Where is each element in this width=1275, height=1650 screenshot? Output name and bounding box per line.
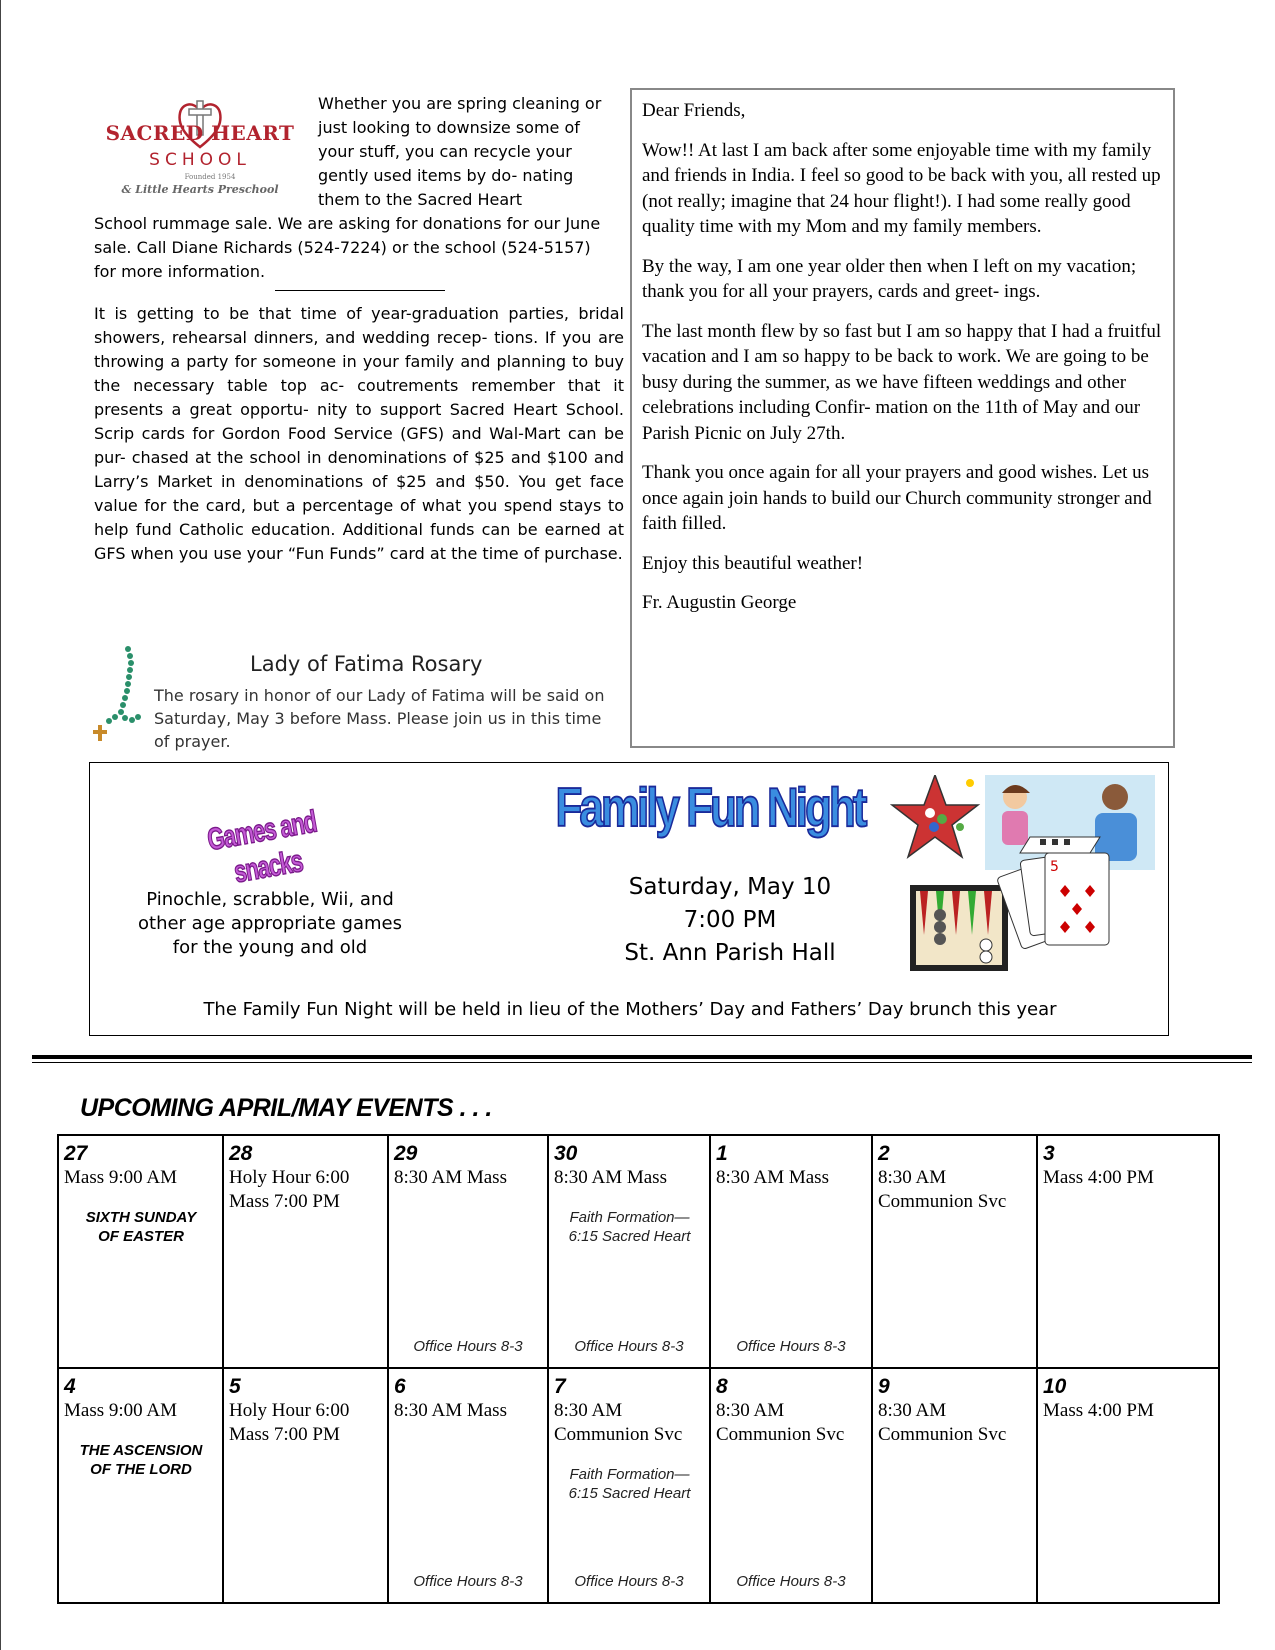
calendar-day-cell — [1038, 1136, 1218, 1369]
rosary-text: The rosary in honor of our Lady of Fatima will be said on Saturday, May 3 before Mass. Please join us in this time of prayer. — [154, 686, 605, 751]
calendar-event: Communion Svc — [878, 1191, 1007, 1212]
calendar-event: Communion Svc — [878, 1424, 1007, 1445]
calendar-day-number: 2 — [878, 1142, 890, 1165]
calendar-event: Communion Svc — [716, 1424, 845, 1445]
calendar-day-number: 29 — [394, 1142, 418, 1165]
calendar-day-number: 3 — [1043, 1142, 1055, 1165]
games-desc-line: Pinochle, scrabble, Wii, and — [146, 889, 394, 910]
calendar-day-number: 30 — [554, 1142, 578, 1165]
calendar-note-line: THE ASCENSION — [79, 1442, 203, 1459]
calendar-day-cell — [711, 1136, 873, 1369]
games-desc-line: for the young and old — [172, 937, 368, 958]
calendar-note-line: OF EASTER — [98, 1228, 184, 1245]
calendar-event: 8:30 AM — [716, 1400, 785, 1421]
rosary-title: Lady of Fatima Rosary — [250, 652, 483, 676]
office-hours: Office Hours 8-3 — [574, 1338, 684, 1355]
sacred-heart-logo — [90, 95, 310, 205]
calendar-day-cell — [873, 1136, 1038, 1369]
calendar-note-line: 6:15 Sacred Heart — [568, 1228, 691, 1245]
calendar-day-cell — [224, 1369, 389, 1602]
calendar-day-number: 8 — [716, 1375, 728, 1398]
calendar-event: 8:30 AM Mass — [394, 1400, 507, 1421]
pastor-letter — [630, 88, 1175, 748]
calendar-day-cell — [389, 1136, 549, 1369]
rummage-text: School rummage sale. We are asking for donations for our June sale. Call Diane Richards (524-7224) or the school (524-5157) for more information. — [94, 214, 601, 281]
calendar-note-line: SIXTH SUNDAY — [85, 1209, 197, 1226]
calendar-day-number: 4 — [64, 1375, 76, 1398]
svg-text:5: 5 — [1050, 859, 1059, 875]
letter-paragraph: Enjoy this beautiful weather! — [642, 552, 864, 574]
calendar-day-number: 9 — [878, 1375, 890, 1398]
calendar-day-cell — [224, 1136, 389, 1369]
event-info — [530, 871, 930, 970]
section-divider — [275, 290, 445, 291]
letter-paragraph: The last month flew by so fast but I am so happy that I had a fruitful vacation and I am so happy to be back to work. We are going to be busy during the summer, as we have fifteen weddings and other celebrations including Confir- mation on the 11th of May and our Parish Picnic on July 27th. — [642, 320, 1162, 444]
calendar-day-cell — [549, 1369, 711, 1602]
event-time: 7:00 PM — [683, 907, 777, 933]
calendar-event: 8:30 AM — [878, 1167, 947, 1188]
family-fun-night-box — [89, 762, 1169, 1036]
calendar-day-cell — [1038, 1369, 1218, 1602]
calendar-day-cell — [389, 1369, 549, 1602]
calendar-note — [64, 1208, 218, 1246]
page-edge-line — [0, 0, 1, 1650]
calendar-event: Mass 9:00 AM — [64, 1167, 177, 1188]
thick-divider — [32, 1055, 1252, 1059]
calendar-note-line: OF THE LORD — [90, 1461, 192, 1478]
games-title: Games and snacks — [204, 803, 319, 890]
calendar-day-cell — [873, 1369, 1038, 1602]
events-heading: UPCOMING APRIL/MAY EVENTS . . . — [80, 1094, 492, 1122]
letter-paragraph: Wow!! At last I am back after some enjoyable time with my family and friends in India. I feel so good to be back with you, all rested up (not really; imagine that 24 hour flight!). I had some really good quality time with my Mom and my family members. — [642, 139, 1161, 237]
calendar-note-line: Faith Formation— — [569, 1466, 690, 1483]
calendar-day-number: 7 — [554, 1375, 566, 1398]
calendar-event: Mass 4:00 PM — [1043, 1400, 1154, 1421]
calendar-event: Mass 4:00 PM — [1043, 1167, 1154, 1188]
logo-founded: Founded 1954 — [184, 173, 236, 181]
office-hours: Office Hours 8-3 — [413, 1573, 523, 1590]
logo-name: SACRED HEART — [105, 121, 295, 145]
calendar-event: 8:30 AM Mass — [394, 1167, 507, 1188]
rosary-icon — [90, 645, 150, 745]
calendar-day-number: 10 — [1043, 1375, 1067, 1398]
logo-school: SCHOOL — [149, 150, 251, 170]
thin-divider — [32, 1062, 1252, 1063]
event-location: St. Ann Parish Hall — [624, 940, 836, 966]
calendar-event: Mass 7:00 PM — [229, 1191, 340, 1212]
calendar-event: 8:30 AM — [554, 1400, 623, 1421]
calendar-note — [554, 1465, 705, 1503]
letter-paragraph: Thank you once again for all your prayers and good wishes. Let us once again join hands to build our Church community stronger and faith filled. — [642, 462, 1152, 534]
office-hours: Office Hours 8-3 — [413, 1338, 523, 1355]
fun-night-footer: The Family Fun Night will be held in lieu of the Mothers’ Day and Fathers’ Day brunch this year — [203, 999, 1057, 1020]
rummage-text-wrapped: Whether you are spring cleaning or just looking to downsize some of your stuff, you can recycle your gently used items by do- nating them to the Sacred Heart — [318, 94, 602, 209]
games-clipart-icon — [890, 775, 1160, 985]
office-hours: Office Hours 8-3 — [736, 1338, 846, 1355]
calendar-day-cell — [711, 1369, 873, 1602]
calendar-day-number: 27 — [64, 1142, 88, 1165]
calendar-day-cell — [549, 1136, 711, 1369]
calendar-event: 8:30 AM Mass — [554, 1167, 667, 1188]
calendar-event: Holy Hour 6:00 — [229, 1167, 350, 1188]
calendar-event: Mass 9:00 AM — [64, 1400, 177, 1421]
calendar-note-line: 6:15 Sacred Heart — [568, 1485, 691, 1502]
scrip-article: It is getting to be that time of year-graduation parties, bridal showers, rehearsal dinners, and wedding recep- tions. If you are throwing a party for someone in your family and planning to buy the necessary table top ac- coutrements remember that it presents a great opportu- nity to support Sacred Heart School. Scrip cards for Gordon Food Service (GFS) and Wal-Mart can be pur- chased at the school in denominations of $25 and $100 and Larry’s Market in denominations of $25 and $50. You get face value for the card, but a percentage of what you spend stays to help fund Catholic education. Additional funds can be earned at GFS when you use your “Fun Funds” card at the time of purchase. — [94, 304, 624, 563]
office-hours: Office Hours 8-3 — [736, 1573, 846, 1590]
calendar-event: Mass 7:00 PM — [229, 1424, 340, 1445]
games-desc-line: other age appropriate games — [138, 913, 402, 934]
calendar-event: 8:30 AM — [878, 1400, 947, 1421]
event-date: Saturday, May 10 — [628, 874, 832, 900]
letter-paragraph: By the way, I am one year older then when I left on my vacation; thank you for all your prayers, cards and greet- ings. — [642, 255, 1137, 302]
calendar-day-cell — [59, 1369, 224, 1602]
calendar-note — [554, 1208, 705, 1246]
calendar-day-cell — [59, 1136, 224, 1369]
calendar-day-number: 1 — [716, 1142, 728, 1165]
events-calendar — [57, 1134, 1220, 1604]
games-description — [120, 888, 420, 960]
calendar-event: Holy Hour 6:00 — [229, 1400, 350, 1421]
calendar-note-line: Faith Formation— — [569, 1209, 690, 1226]
fun-night-title: Family Fun Night — [555, 777, 865, 839]
letter-greeting: Dear Friends, — [642, 100, 746, 121]
calendar-event: Communion Svc — [554, 1424, 683, 1445]
calendar-day-number: 6 — [394, 1375, 406, 1398]
calendar-day-number: 5 — [229, 1375, 241, 1398]
logo-subtitle: & Little Hearts Preschool — [121, 183, 279, 196]
office-hours: Office Hours 8-3 — [574, 1573, 684, 1590]
calendar-event: 8:30 AM Mass — [716, 1167, 829, 1188]
calendar-day-number: 28 — [229, 1142, 253, 1165]
letter-signature: Fr. Augustin George — [642, 592, 797, 613]
calendar-note — [64, 1441, 218, 1479]
